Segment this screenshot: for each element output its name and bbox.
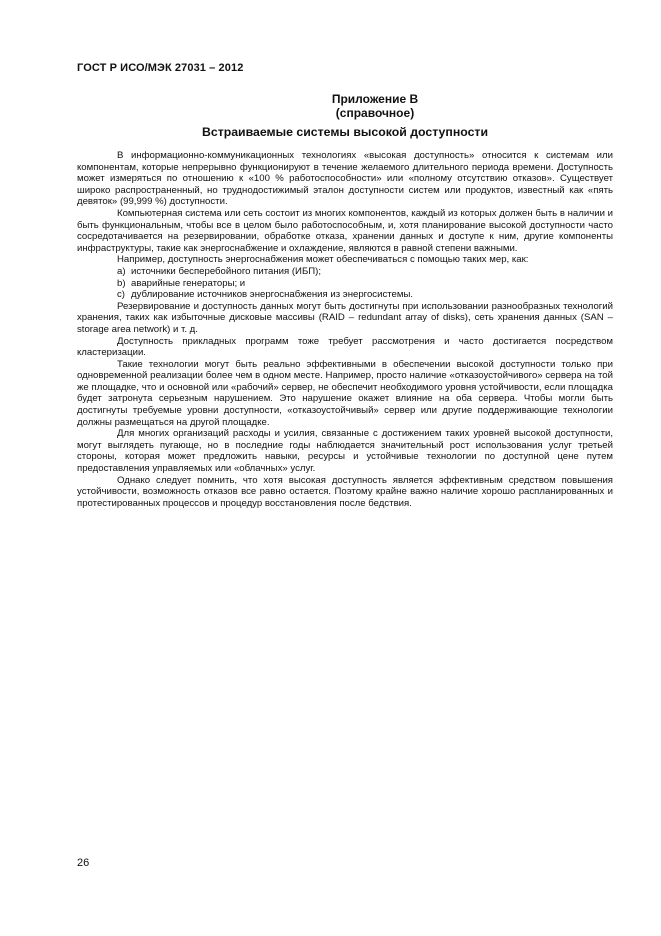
appendix-title: Приложение В <box>331 92 419 106</box>
appendix-heading: Встраиваемые системы высокой доступности <box>201 125 489 139</box>
list-item-text: дублирование источников энергоснабжения из энергосистемы. <box>131 289 414 301</box>
list-item-text: источники бесперебойного питания (ИБП); <box>131 265 322 277</box>
appendix-title-block <box>77 92 613 140</box>
body-text <box>77 150 613 509</box>
list-item <box>77 289 613 301</box>
standard-code-header: ГОСТ Р ИСО/МЭК 27031 – 2012 <box>77 62 244 74</box>
paragraph: Однако следует помнить, что хотя высокая доступность является эффективным средством повышения устойчивости, возможность отказов все равно остается. Поэтому крайне важно наличие хорошо распланированных и протестированных процессов и процедур восстановления после бедствия. <box>77 474 613 509</box>
list-item <box>77 278 613 290</box>
paragraph: В информационно-коммуникационных технологиях «высокая доступность» относится к системам или компонентам, которые непрерывно функционируют в течение желаемого длительного периода времени. Доступность может измеряться по отношению к «100 % работоспособности» или «полному отсутствию отказов». Существует широко распространенный, но труднодостижимый эталон доступности систем или продуктов, известный как «пять девяток» (99,999 %) доступности. <box>77 150 613 208</box>
paragraph: Такие технологии могут быть реально эффективными в обеспечении высокой доступности только при одновременной реализации более чем в одном месте. Например, просто наличие «отказоустойчивого» сервера на той же площадке, что и основной или «рабочий» сервер, не обеспечит необходимого уровня устойчивости, если площадка будет затронута серьезным нарушением. Это нарушение окажет влияние на оба сервера. Чтобы могли быть достигнуты требуемые уровни доступности, «отказоустойчивый» сервер или другие поддерживающие технологии должны размещаться на другой площадке. <box>77 358 613 428</box>
paragraph: Компьютерная система или сеть состоит из многих компонентов, каждый из которых должен быть в наличии и быть функциональным, чтобы все в целом было работоспособным, и, хотя планирование высокой доступности часто сосредотачивается на резервировании, обработке отказа, хранении данных и доступе к ним, другие компоненты инфраструктуры, такие как энергоснабжение и охлаждение, являются в равной степени важными. <box>77 207 613 254</box>
list-marker: b) <box>117 277 126 289</box>
list-marker: а) <box>117 265 126 277</box>
appendix-subtitle: (справочное) <box>335 106 415 120</box>
list-item <box>77 266 613 278</box>
measures-list <box>77 266 613 301</box>
paragraph: Например, доступность энергоснабжения может обеспечиваться с помощью таких мер, как: <box>117 254 529 266</box>
paragraph: Доступность прикладных программ тоже требует рассмотрения и часто достигается посредством кластеризации. <box>77 335 613 359</box>
page-number: 26 <box>77 857 90 869</box>
list-item-text: аварийные генераторы; и <box>131 277 246 289</box>
list-marker: c) <box>117 289 125 301</box>
paragraph: Для многих организаций расходы и усилия, связанные с достижением таких уровней высокой доступности, могут выглядеть пугающе, но в последние годы наблюдается значительный рост использования услуг третьей стороны, которая может предложить навыки, ресурсы и устойчивые технологии по доступной цене путем предоставления управляемых или «облачных» услуг. <box>77 428 613 475</box>
paragraph: Резервирование и доступность данных могут быть достигнуты при использовании разнообразных технологий хранения, таких как избыточные дисковые массивы (RAID – redundant array of disks), сеть хранения данных (SAN – storage area network) и т. д. <box>77 300 613 335</box>
